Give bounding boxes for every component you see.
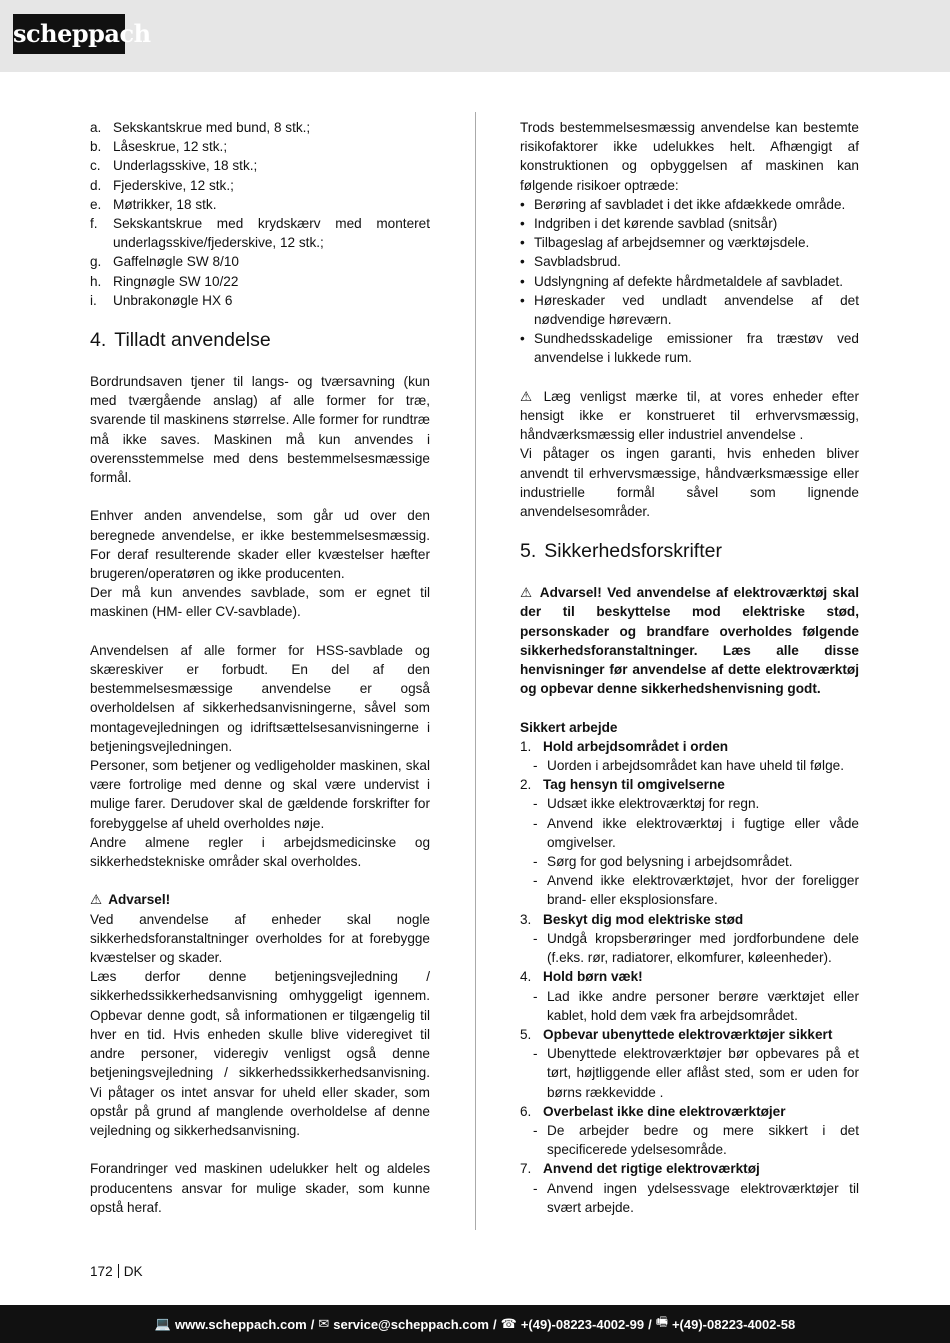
paragraph: Anvendelsen af alle former for HSS-savblade og skæreskiver er forbudt. En del af den bestemmelsesmæssige anvendelse er også overholdelsen af sikkerhedsanvisningerne, såvel som montagevejledningen og idriftsættelsesanvisningerne i betjeningsvejledningen. bbox=[90, 642, 430, 754]
page-number: 172 DK bbox=[90, 1264, 143, 1279]
list-item: c. Underlagsskive, 18 stk.; bbox=[90, 158, 258, 174]
list-item: e. Møtrikker, 18 stk. bbox=[90, 196, 217, 212]
warning-icon: ⚠ bbox=[90, 892, 103, 908]
left-column bbox=[90, 118, 430, 1217]
paragraph: Trods bestemmelsesmæssig anvendelse kan bestemte risikofaktorer ikke udelukkes helt. Afhængigt af konstruktionen og opbyggelsen af maskinen kan følgende risikoer optræde: bbox=[520, 120, 859, 193]
list-item: • Udslyngning af defekte hårdmetaldele af savbladet. bbox=[520, 273, 844, 289]
rule-heading: 1. Hold arbejdsområdet i orden bbox=[520, 738, 729, 754]
paragraph: Enhver anden anvendelse, som går ud over den beregnede anvendelse, er ikke bestemmelsesmæssig. For deraf resulterende skader eller kvæstelser hæfter brugeren/operatøren og ikke producenten. bbox=[90, 508, 430, 582]
list-item: • Sundhedsskadelige emissioner fra træstøv ved anvendelse i lukkede rum. bbox=[520, 331, 859, 366]
rule-heading: 7. Anvend det rigtige elektroværktøj bbox=[520, 1161, 760, 1177]
column-divider bbox=[475, 112, 476, 1230]
safety-rules bbox=[520, 737, 859, 1217]
fax-number: +(49)-08223-4002-58 bbox=[671, 1316, 796, 1332]
rule-item: - Lad ikke andre personer berøre værktøjet eller kablet, hold dem væk fra arbejdsområdet. bbox=[533, 988, 859, 1023]
rule-heading: 3. Beskyt dig mod elektriske stød bbox=[520, 911, 744, 927]
email-link[interactable]: service@scheppach.com bbox=[333, 1316, 489, 1332]
paragraph: Personer, som betjener og vedligeholder maskinen, skal være fortrolige med denne og skal være undervist i mulige farer. Derudover skal de gældende forskrifter for forebyggelse af uheld overholdes nøje. bbox=[90, 758, 430, 831]
email-icon: ✉ bbox=[318, 1316, 330, 1331]
rule-heading: 6. Overbelast ikke dine elektroværktøjer bbox=[520, 1103, 786, 1119]
rule-item: - Udsæt ikke elektroværktøj for regn. bbox=[533, 796, 760, 812]
section-5-heading: 5. Sikkerhedsforskrifter bbox=[520, 540, 722, 563]
right-column bbox=[520, 118, 859, 1217]
paragraph: Forandringer ved maskinen udelukker helt og aldeles producentens ansvar for mulige skader, som kunne opstå heraf. bbox=[90, 1161, 430, 1215]
section-4-heading: 4. Tilladt anvendelse bbox=[90, 329, 271, 352]
paragraph: ⚠ Læg venligst mærke til, at vores enheder efter hensigt ikke er konstrueret til erhvervsmæssig, håndværksmæssig eller industriel anvendelse . bbox=[520, 388, 860, 443]
paragraph: Læs derfor denne betjeningsvejledning / sikkerhedssikkerhedsanvisning omhyggeligt igennem. Opbevar denne godt, så informationen er tilgængelig til hver en tid. Hvis enheden skulle blive videregivet til andre personer, videregiv venligst også denne betjeningsvejledning / sikkerhedssikkerhedsanvisning. Vi påtager os intet ansvar for uheld eller skader, som opstår på grund af manglende overholdelse af denne vejledning og sikkerhedsanvisning. bbox=[90, 969, 430, 1138]
list-item: g. Gaffelnøgle SW 8/10 bbox=[90, 254, 239, 270]
parts-list bbox=[90, 118, 430, 310]
rule-item: - Ubenyttede elektroværktøjer bør opbevares på et tørt, højtliggende eller aflåst sted, som er uden for børns rækkevidde . bbox=[533, 1046, 859, 1100]
list-item: • Indgriben i det kørende savblad (snitsår) bbox=[520, 216, 778, 232]
list-item: h. Ringnøgle SW 10/22 bbox=[90, 273, 239, 289]
list-item: b. Låseskrue, 12 stk.; bbox=[90, 139, 228, 155]
list-item: • Berøring af savbladet i det ikke afdækkede område. bbox=[520, 196, 846, 212]
list-item: • Høreskader ved undladt anvendelse af det nødvendige høreværn. bbox=[520, 292, 859, 328]
list-item: • Savbladsbrud. bbox=[520, 254, 621, 270]
rule-heading: 4. Hold børn væk! bbox=[520, 969, 643, 985]
rule-item: - Uorden i arbejdsområdet kan have uheld til følge. bbox=[533, 758, 844, 774]
rule-item: - Anvend ikke elektroværktøjet, hvor der foreligger brand- eller eksplosionsfare. bbox=[533, 873, 859, 908]
paragraph: Bordrundsaven tjener til langs- og tværsavning (kun med tværgående anslag) af alle former for træ, svarende til maskinens størrelse. Alle former for rundtræ må ikke saves. Maskinen må kun anvendes i overensstemmelse med dens bestemmelsesmæssige formål. bbox=[90, 374, 430, 486]
list-item: a. Sekskantskrue med bund, 8 stk.; bbox=[90, 120, 311, 135]
rule-item: - Anvend ingen ydelsessvage elektroværktøjer til svært arbejde. bbox=[533, 1180, 859, 1215]
phone-number: +(49)-08223-4002-99 bbox=[520, 1316, 645, 1332]
rule-item: - Sørg for god belysning i arbejdsområdet. bbox=[533, 854, 793, 870]
safety-warning: ⚠ Advarsel! Ved anvendelse af elektroværktøj skal der til beskyttelse mod elektriske stød, personskader og brandfare overholdes følgende sikkerhedsforanstaltninger. Læs alle disse henvisninger før anvendelse af dette elektroværktøj og opbevar denne sikkerhedshenvisning godt. bbox=[520, 585, 860, 697]
header-bar bbox=[0, 0, 950, 72]
list-item: i. Unbrakonøgle HX 6 bbox=[90, 292, 233, 308]
safe-work-heading: Sikkert arbejde bbox=[520, 719, 618, 735]
rule-item: - Undgå kropsberøringer med jordforbundene dele (f.eks. rør, radiatorer, elkomfurer, køleenheder). bbox=[533, 930, 859, 966]
computer-icon: 💻 bbox=[154, 1316, 171, 1331]
fax-icon: 🖷 bbox=[655, 1314, 668, 1329]
brand-logo: scheppach bbox=[13, 14, 125, 54]
list-item: d. Fjederskive, 12 stk.; bbox=[90, 177, 234, 193]
warning-icon: ⚠ bbox=[520, 388, 538, 404]
risk-list bbox=[520, 195, 859, 368]
rule-item: - Anvend ikke elektroværktøj i fugtige eller våde omgivelser. bbox=[533, 815, 859, 850]
rule-heading: 5. Opbevar ubenyttede elektroværktøjer sikkert bbox=[520, 1026, 833, 1042]
list-item: f. Sekskantskrue med krydskærv med monteret underlagsskive/fjederskive, 12 stk.; bbox=[90, 216, 430, 251]
phone-icon: ☎ bbox=[500, 1316, 517, 1331]
footer-bar: 💻 www.scheppach.com / ✉ service@scheppach.com / ☎ +(49)-08223-4002-99 / 🖷 +(49)-08223-4002-58 bbox=[0, 1305, 950, 1343]
paragraph: Vi påtager os ingen garanti, hvis enheden bliver anvendt til erhvervsmæssige, håndværksmæssige eller industrielle formål såvel som lignende anvendelsesområder. bbox=[520, 446, 859, 520]
paragraph: Ved anvendelse af enheder skal nogle sikkerhedsforanstaltninger overholdes for at forebygge kvæstelser og skader. bbox=[90, 911, 430, 966]
rule-item: - De arbejder bedre og mere sikkert i det specificerede ydelsesområde. bbox=[533, 1122, 859, 1158]
warning-icon: ⚠ bbox=[520, 585, 534, 601]
website-link[interactable]: www.scheppach.com bbox=[174, 1316, 307, 1332]
paragraph: Der må kun anvendes savblade, som er egnet til maskinen (HM- eller CV-savblade). bbox=[90, 585, 430, 620]
rule-heading: 2. Tag hensyn til omgivelserne bbox=[520, 777, 725, 793]
paragraph: Andre almene regler i arbejdsmedicinske og sikkerhedstekniske områder skal overholdes. bbox=[90, 834, 430, 870]
list-item: • Tilbageslag af arbejdsemner og værktøjsdele. bbox=[520, 235, 810, 251]
warning-heading: ⚠ Advarsel! bbox=[90, 892, 171, 908]
